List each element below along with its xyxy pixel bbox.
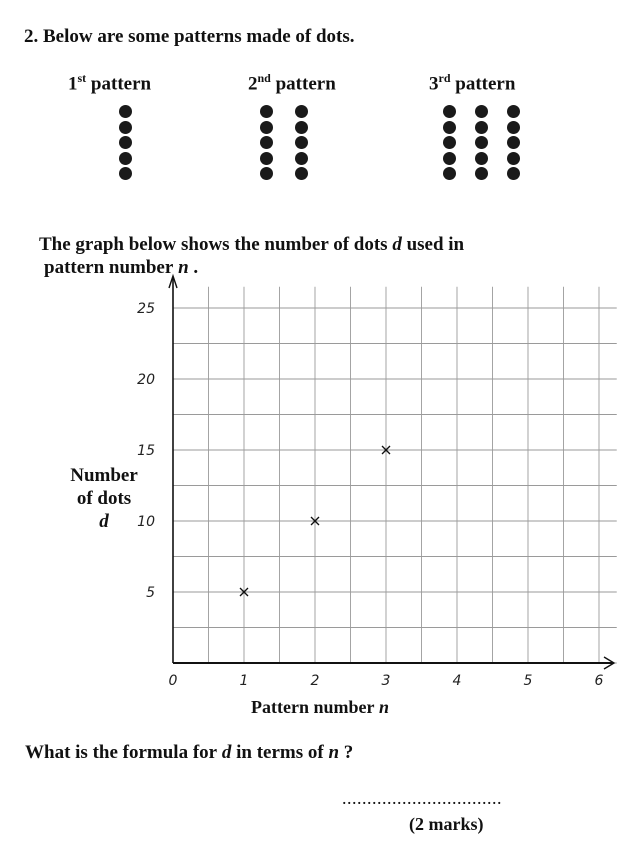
x-tick-label: 2 [310, 673, 320, 689]
x-tick-label: 5 [523, 673, 533, 689]
pattern-dot [443, 121, 456, 134]
pattern-dot [295, 167, 308, 180]
pattern-dot [295, 121, 308, 134]
y-axis-label: Number of dots d [70, 465, 138, 532]
marks-label: (2 marks) [409, 814, 484, 834]
pattern-dot [475, 105, 488, 118]
pattern-dot [475, 136, 488, 149]
y-tick-label: 15 [137, 443, 155, 459]
pattern-3-label: 3rd pattern [429, 71, 516, 95]
pattern-dot [119, 121, 132, 134]
y-tick-label: 10 [137, 514, 155, 530]
pattern-1-label: 1st pattern [68, 71, 152, 95]
pattern-dot [443, 105, 456, 118]
pattern-dot [475, 167, 488, 180]
pattern-dot [507, 167, 520, 180]
pattern-dot [119, 136, 132, 149]
pattern-2-label: 2nd pattern [248, 71, 336, 95]
y-tick-label: 5 [146, 585, 155, 601]
pattern-dot [443, 167, 456, 180]
pattern-dot [295, 152, 308, 165]
pattern-dot [119, 105, 132, 118]
pattern-dot [295, 105, 308, 118]
pattern-dot [443, 152, 456, 165]
pattern-dot [260, 136, 273, 149]
x-tick-label: 3 [381, 673, 391, 689]
pattern-dot [475, 152, 488, 165]
dots-graph [0, 270, 643, 700]
graph-intro-line-1: The graph below shows the number of dots d used in [39, 234, 465, 255]
pattern-dot [507, 136, 520, 149]
x-tick-label: 1 [239, 673, 249, 689]
pattern-dot [119, 152, 132, 165]
x-tick-label: 6 [594, 673, 604, 689]
graph-intro-line-2: pattern number n . [44, 257, 199, 278]
pattern-dot [507, 105, 520, 118]
question-prompt: What is the formula for d in terms of n ? [25, 742, 354, 763]
y-tick-label: 20 [137, 372, 155, 388]
pattern-dot [295, 136, 308, 149]
dot-patterns [0, 0, 643, 200]
pattern-dot [260, 167, 273, 180]
pattern-dot [119, 167, 132, 180]
pattern-dot [507, 152, 520, 165]
answer-line[interactable]: ................................ [342, 788, 502, 808]
pattern-dot [507, 121, 520, 134]
question-title: 2. Below are some patterns made of dots. [24, 26, 355, 47]
y-tick-label: 25 [137, 301, 155, 317]
pattern-dot [260, 105, 273, 118]
x-tick-label: 4 [452, 673, 462, 689]
x-tick-label: 0 [168, 673, 178, 689]
pattern-dot [443, 136, 456, 149]
pattern-dot [475, 121, 488, 134]
x-axis-label: Pattern number n [251, 697, 389, 717]
pattern-dot [260, 121, 273, 134]
pattern-dot [260, 152, 273, 165]
